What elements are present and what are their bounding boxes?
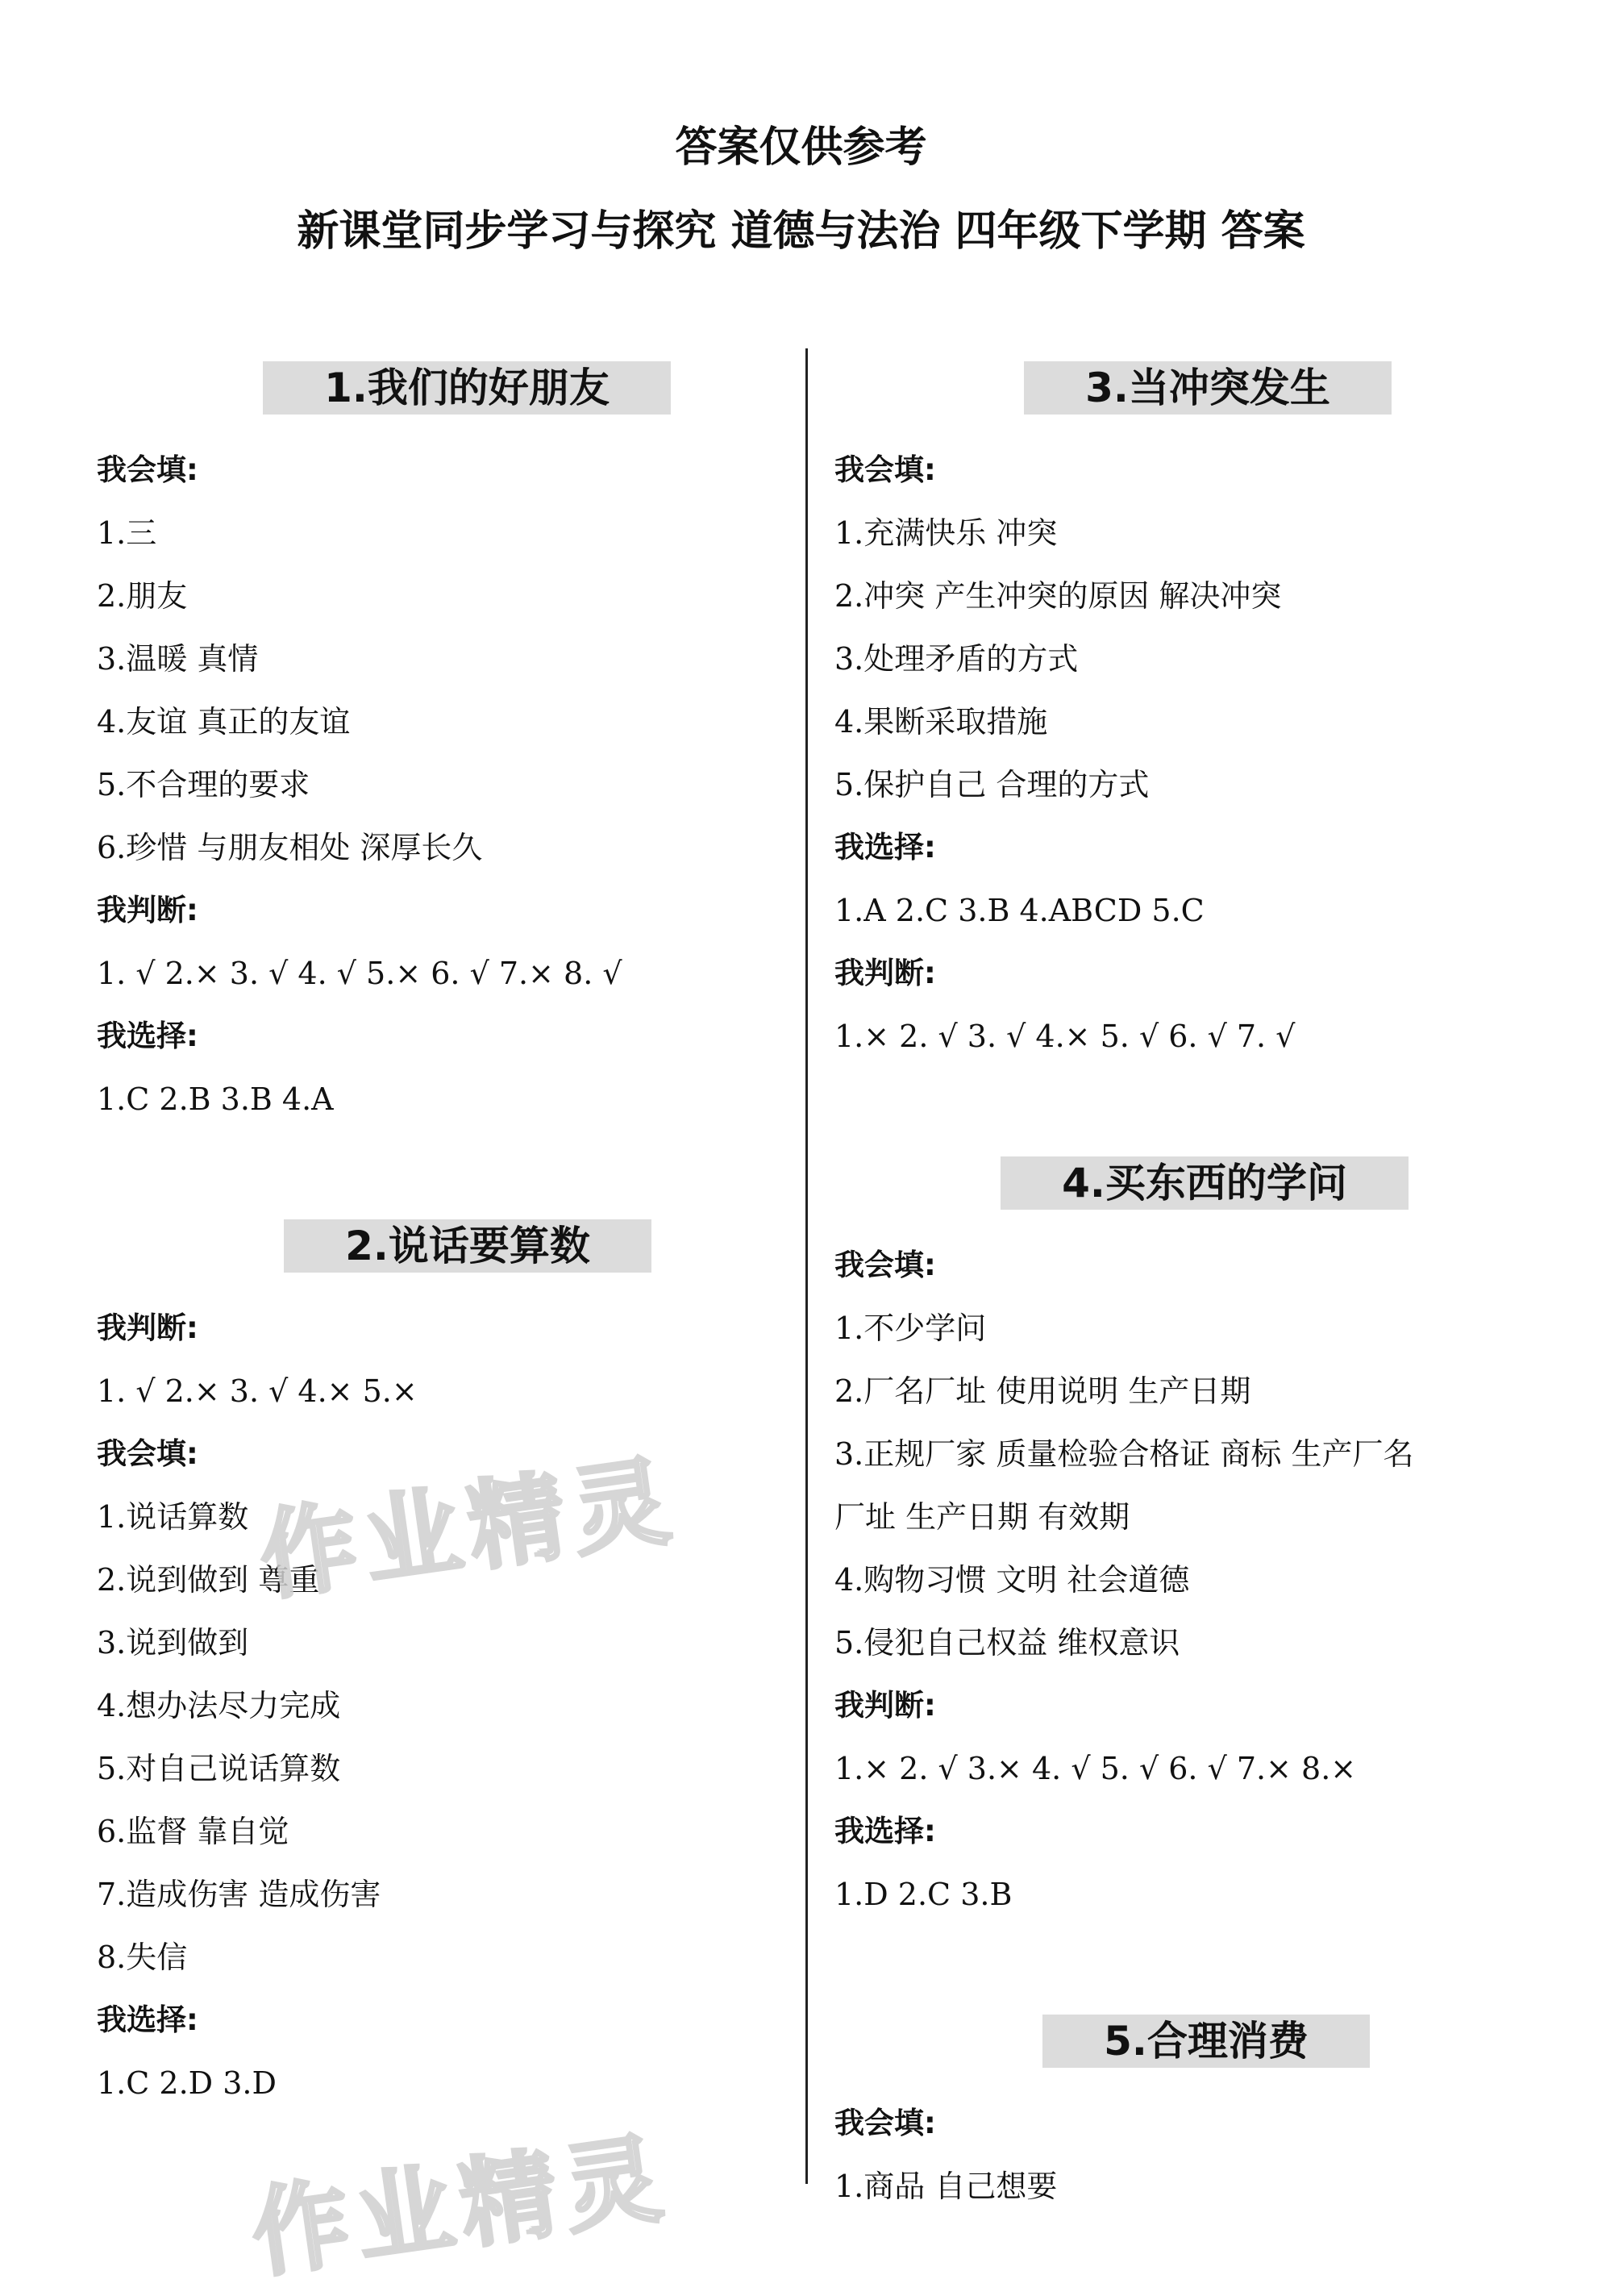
answer-line: 3.说到做到 bbox=[97, 1625, 249, 1661]
fill-label: 我会填: bbox=[97, 1436, 198, 1471]
answer-line: 1.充满快乐 冲突 bbox=[834, 515, 1058, 551]
answer-line: 1.不少学问 bbox=[834, 1311, 987, 1346]
answer-line: 5.不合理的要求 bbox=[97, 767, 310, 802]
section-title-1: 1.我们的好朋友 bbox=[263, 361, 671, 415]
answer-line: 5.侵犯自己权益 维权意识 bbox=[834, 1625, 1180, 1661]
judge-answers: 1.× 2. √ 3. √ 4.× 5. √ 6. √ 7. √ bbox=[834, 1019, 1296, 1054]
answer-line: 2.冲突 产生冲突的原因 解决冲突 bbox=[834, 578, 1282, 614]
answer-line: 4.果断采取措施 bbox=[834, 704, 1048, 740]
fill-label: 我会填: bbox=[834, 2106, 936, 2140]
watermark-logo: 作业精灵 bbox=[253, 1444, 684, 1615]
page-subtitle: 新课堂同步学习与探究 道德与法治 四年级下学期 答案 bbox=[297, 207, 1305, 256]
answer-line: 厂址 生产日期 有效期 bbox=[834, 1499, 1130, 1535]
section-title-5: 5.合理消费 bbox=[1042, 2015, 1370, 2068]
answer-line: 3.处理矛盾的方式 bbox=[834, 641, 1079, 677]
choose-answers: 1.D 2.C 3.B bbox=[834, 1877, 1013, 1912]
left-column bbox=[97, 361, 774, 2115]
judge-label: 我判断: bbox=[97, 893, 198, 927]
fill-label: 我会填: bbox=[834, 1248, 936, 1282]
choose-label: 我选择: bbox=[97, 2002, 198, 2037]
fill-label: 我会填: bbox=[834, 452, 936, 487]
answer-line: 1.三 bbox=[97, 515, 157, 551]
judge-label: 我判断: bbox=[834, 1688, 936, 1723]
answer-line: 2.说到做到 尊重 bbox=[97, 1562, 320, 1598]
section-title-4: 4.买东西的学问 bbox=[1001, 1156, 1409, 1210]
answer-line: 8.失信 bbox=[97, 1940, 188, 1975]
column-divider bbox=[805, 348, 808, 2184]
choose-answers: 1.C 2.D 3.D bbox=[97, 2065, 277, 2101]
answer-line: 4.友谊 真正的友谊 bbox=[97, 704, 351, 740]
answer-line: 6.珍惜 与朋友相处 深厚长久 bbox=[97, 830, 483, 865]
judge-label: 我判断: bbox=[97, 1311, 198, 1345]
answer-line: 3.正规厂家 质量检验合格证 商标 生产厂名 bbox=[834, 1436, 1414, 1472]
answer-line: 2.朋友 bbox=[97, 578, 188, 614]
fill-label: 我会填: bbox=[97, 452, 198, 487]
judge-answers: 1. √ 2.× 3. √ 4.× 5.× bbox=[97, 1373, 418, 1409]
answer-line: 6.监督 靠自觉 bbox=[97, 1814, 289, 1849]
judge-answers: 1. √ 2.× 3. √ 4. √ 5.× 6. √ 7.× 8. √ bbox=[97, 956, 622, 991]
answer-line: 1.商品 自己想要 bbox=[834, 2169, 1058, 2204]
answer-line: 5.保护自己 合理的方式 bbox=[834, 767, 1150, 802]
section-title-2: 2.说话要算数 bbox=[284, 1219, 651, 1273]
answer-line: 1.说话算数 bbox=[97, 1499, 249, 1535]
choose-answers: 1.C 2.B 3.B 4.A bbox=[97, 1081, 334, 1117]
answer-line: 5.对自己说话算数 bbox=[97, 1751, 341, 1786]
answer-line: 7.造成伤害 造成伤害 bbox=[97, 1877, 381, 1912]
judge-answers: 1.× 2. √ 3.× 4. √ 5. √ 6. √ 7.× 8.× bbox=[834, 1751, 1357, 1786]
choose-label: 我选择: bbox=[97, 1019, 198, 1053]
choose-label: 我选择: bbox=[834, 1814, 936, 1848]
section-title-3: 3.当冲突发生 bbox=[1024, 361, 1392, 415]
answer-line: 3.温暖 真情 bbox=[97, 641, 259, 677]
choose-label: 我选择: bbox=[834, 830, 936, 865]
choose-answers: 1.A 2.C 3.B 4.ABCD 5.C bbox=[834, 893, 1205, 928]
page-title: 答案仅供参考 bbox=[675, 123, 927, 172]
answer-line: 4.购物习惯 文明 社会道德 bbox=[834, 1562, 1190, 1598]
right-column bbox=[834, 361, 1528, 2218]
answer-line: 2.厂名厂址 使用说明 生产日期 bbox=[834, 1373, 1251, 1409]
judge-label: 我判断: bbox=[834, 956, 936, 990]
answer-line: 4.想办法尽力完成 bbox=[97, 1688, 341, 1723]
watermark-logo: 作业精灵 bbox=[245, 2122, 676, 2292]
